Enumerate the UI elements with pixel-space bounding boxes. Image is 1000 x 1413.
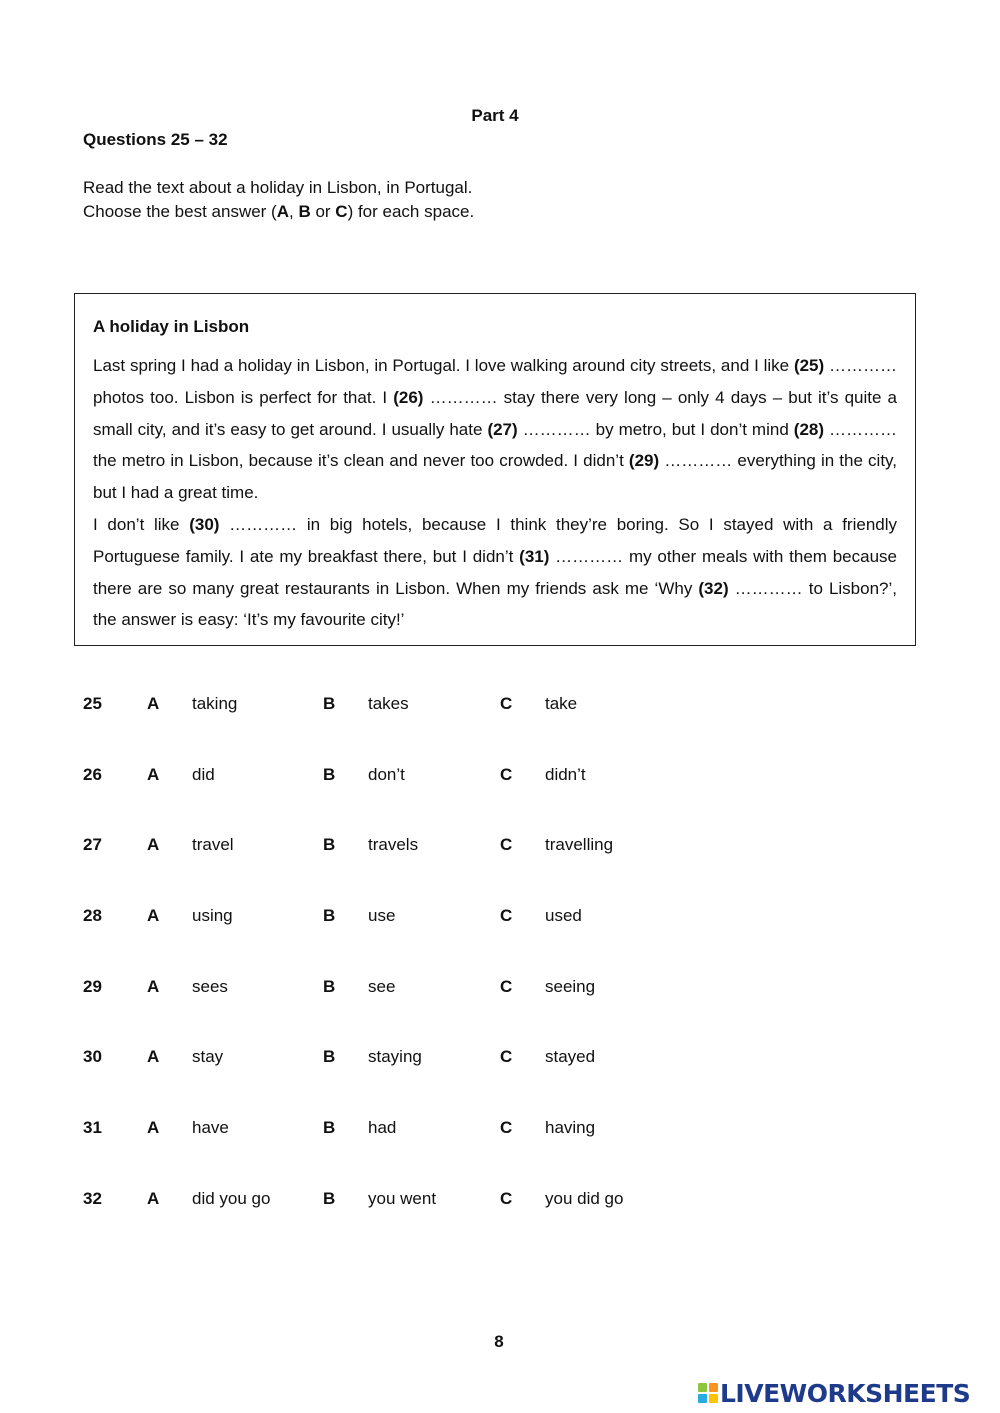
gap-26: (26) (393, 387, 424, 407)
option-a[interactable]: have (192, 1118, 229, 1138)
question-number: 28 (83, 906, 102, 926)
question-row-29 (0, 975, 1000, 1046)
option-letter-b: B (323, 1188, 336, 1208)
logo-square-yellow (709, 1394, 718, 1403)
option-a[interactable]: did you go (192, 1188, 271, 1208)
reading-text: I don’t like (93, 514, 190, 534)
option-b[interactable]: use (368, 906, 396, 926)
instruction-option-c: C (335, 202, 348, 221)
gap-27: (27) (487, 419, 518, 439)
page-number: 8 (494, 1332, 504, 1351)
question-number: 26 (83, 764, 102, 784)
questions-heading: Questions 25 – 32 (83, 130, 228, 149)
reading-text: ………… my other meals with them because there are so many great restaurants in Lisbon. When my friends ask me ‘Why (93, 546, 897, 598)
logo-square-blue (698, 1394, 707, 1403)
liveworksheets-logo-icon (698, 1383, 718, 1403)
option-letter-b: B (323, 764, 336, 784)
instructions (83, 176, 474, 224)
reading-text: ………… in big hotels, because I think they’re boring. So I stayed with a friendly Portuguese family. I ate my breakfast there, but I didn’t (93, 514, 898, 566)
gap-25: (25) (793, 356, 825, 375)
gap-31: (31) (519, 546, 550, 566)
option-letter-b: B (323, 1047, 336, 1067)
reading-paragraph-2 (93, 509, 897, 636)
gap-32: (32) (698, 578, 729, 598)
question-number: 29 (83, 976, 102, 996)
question-number: 27 (83, 835, 102, 855)
reading-text: ………… everything in the city, but I had a great time. (93, 451, 898, 503)
gap-29: (29) (628, 451, 660, 471)
question-row-26 (0, 763, 1000, 834)
option-b[interactable]: takes (368, 694, 409, 713)
question-number: 31 (83, 1118, 102, 1138)
logo-square-orange (709, 1383, 718, 1392)
instruction-text: Choose the best answer ( (83, 202, 277, 221)
reading-title: A holiday in Lisbon (93, 317, 250, 336)
question-number: 32 (83, 1188, 102, 1208)
option-b[interactable]: see (368, 976, 396, 996)
option-letter-a: A (147, 1047, 160, 1067)
option-c[interactable]: used (545, 906, 582, 926)
option-letter-b: B (323, 1118, 336, 1138)
gap-28: (28) (793, 419, 825, 439)
option-letter-b: B (323, 976, 336, 996)
reading-text: ………… the metro in Lisbon, because it’s clean and never too crowded. I didn’t (93, 419, 898, 471)
option-c[interactable]: you did go (545, 1188, 624, 1208)
option-a[interactable]: sees (192, 976, 228, 996)
option-letter-a: A (147, 1118, 160, 1138)
option-b[interactable]: you went (368, 1188, 437, 1208)
option-letter-c: C (500, 1118, 513, 1138)
option-letter-c: C (500, 906, 513, 926)
option-a[interactable]: using (192, 906, 233, 926)
instruction-text: or (310, 202, 336, 221)
option-letter-a: A (147, 1188, 160, 1208)
question-row-27 (0, 833, 1000, 904)
option-letter-b: B (323, 694, 336, 713)
instruction-text: , (289, 202, 299, 221)
option-letter-c: C (500, 1047, 513, 1067)
option-b[interactable]: travels (368, 835, 419, 855)
instruction-option-a: A (276, 202, 289, 221)
option-b[interactable]: had (368, 1118, 397, 1138)
option-c[interactable]: stayed (545, 1047, 596, 1067)
part-title: Part 4 (471, 106, 519, 125)
logo-square-green (698, 1383, 707, 1392)
option-letter-c: C (500, 694, 513, 713)
reading-text: Last spring I had a holiday in Lisbon, in Portugal. I love walking around city streets, and I like (93, 356, 794, 375)
reading-text: ………… to Lisbon?’, the answer is easy: ‘It’s my favourite city!’ (93, 578, 897, 630)
instruction-option-b: B (298, 202, 311, 221)
option-letter-a: A (147, 906, 160, 926)
reading-text: ………… by metro, but I don’t mind (517, 419, 794, 439)
option-c[interactable]: take (545, 694, 578, 713)
question-row-30 (0, 1045, 1000, 1116)
question-number: 25 (83, 694, 102, 713)
brand-text: LIVEWORKSHEETS (720, 1378, 971, 1408)
reading-paragraph-1 (93, 350, 897, 509)
option-letter-b: B (323, 906, 336, 926)
option-a[interactable]: taking (192, 694, 238, 713)
instruction-text: ) for each space. (347, 202, 475, 221)
reading-text: ………… stay there very long – only 4 days – but it’s quite a small city, and it’s easy to get around. I usually hate (93, 387, 898, 439)
option-c[interactable]: didn’t (545, 764, 586, 784)
option-letter-c: C (500, 1188, 513, 1208)
gap-30: (30) (189, 514, 220, 534)
option-a[interactable]: stay (192, 1047, 224, 1067)
option-a[interactable]: did (192, 764, 215, 784)
option-letter-c: C (500, 764, 513, 784)
answer-options (0, 692, 1000, 1258)
option-c[interactable]: seeing (545, 976, 596, 996)
instruction-line-1: Read the text about a holiday in Lisbon, in Portugal. (83, 178, 473, 197)
reading-text-box (74, 293, 916, 646)
option-letter-c: C (500, 976, 513, 996)
option-letter-c: C (500, 835, 513, 855)
option-c[interactable]: having (545, 1118, 596, 1138)
liveworksheets-brand[interactable] (698, 1377, 970, 1409)
question-number: 30 (83, 1047, 102, 1067)
option-letter-a: A (147, 976, 160, 996)
reading-text: ………… photos too. Lisbon is perfect for that. I (93, 356, 897, 407)
question-row-28 (0, 904, 1000, 975)
question-row-25 (0, 692, 1000, 763)
option-a[interactable]: travel (192, 835, 234, 855)
option-letter-a: A (147, 835, 160, 855)
question-row-31 (0, 1116, 1000, 1187)
question-row-32 (0, 1187, 1000, 1258)
option-letter-a: A (147, 764, 160, 784)
option-b[interactable]: staying (368, 1047, 422, 1067)
instruction-line-2 (83, 200, 474, 224)
option-c[interactable]: travelling (545, 835, 614, 855)
option-letter-a: A (147, 694, 160, 713)
option-b[interactable]: don’t (368, 764, 405, 784)
option-letter-b: B (323, 835, 336, 855)
